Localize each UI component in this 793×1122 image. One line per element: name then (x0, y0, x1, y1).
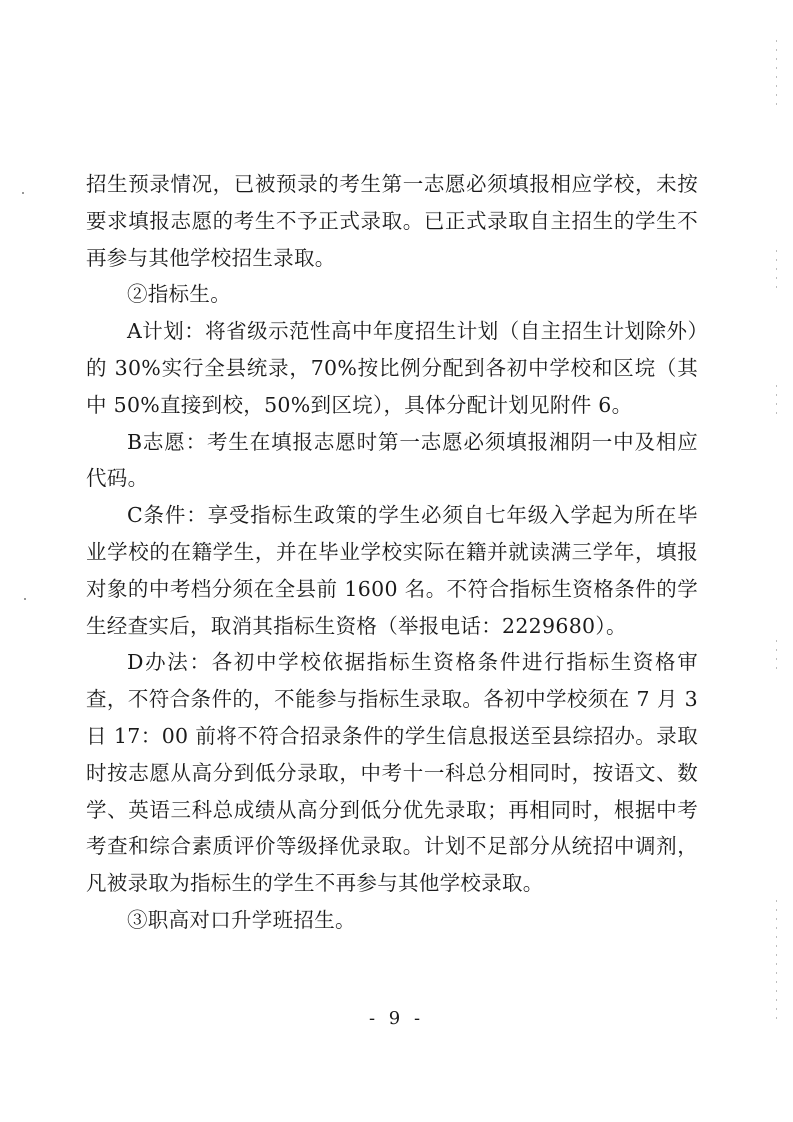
scan-artifact (776, 900, 777, 1020)
paragraph-heading-quota-students: ②指标生。 (127, 282, 231, 307)
paragraph-plan: A计划：将省级示范性高中年度招生计划（自主招生计划除外）的 30%实行全县统录，70%按比例分配到各初中学校和区垸（其中 50%直接到校，50%到区垸），具体分配计划见附件 6。 (86, 319, 698, 417)
paragraph-continuation: 招生预录情况，已被预录的考生第一志愿必须填报相应学校，未按要求填报志愿的考生不予正式录取。已正式录取自主招生的学生不再参与其他学校招生录取。 (86, 172, 698, 270)
scan-artifact (776, 250, 777, 290)
scan-artifact (24, 598, 26, 600)
scan-artifact (776, 385, 777, 420)
paragraph-conditions: C条件：享受指标生政策的学生必须自七年级入学起为所在毕业学校的在籍学生，并在毕业学校实际在籍并就读满三学年，填报对象的中考档分须在全县前 1600 名。不符合指标生资格条件的学生经查实后，取消其指标生资格（举报电话：2229680）。 (86, 503, 698, 638)
page-number: - 9 - (368, 1008, 425, 1029)
paragraph-application: B志愿：考生在填报志愿时第一志愿必须填报湘阴一中及相应代码。 (86, 429, 698, 491)
scan-artifact (776, 40, 777, 110)
paragraph-heading-vocational: ③职高对口升学班招生。 (127, 907, 356, 932)
scan-artifact (22, 192, 24, 194)
paragraph-method: D办法：各初中学校依据指标生资格条件进行指标生资格审查，不符合条件的，不能参与指标生录取。各初中学校须在 7 月 3 日 17：00 前将不符合招录条件的学生信息报送至县综招办。录取时按志愿从高分到低分录取，中考十一科总分相同时，按语文、数学、英语三科总成绩从高分到低分优先录取；再相同时，根据中考考查和综合素质评价等级择优录取。计划不足部分从统招中调剂，凡被录取为指标生的学生不再参与其他学校录取。 (86, 650, 698, 896)
body-text (86, 166, 698, 939)
scan-artifact (776, 640, 777, 670)
